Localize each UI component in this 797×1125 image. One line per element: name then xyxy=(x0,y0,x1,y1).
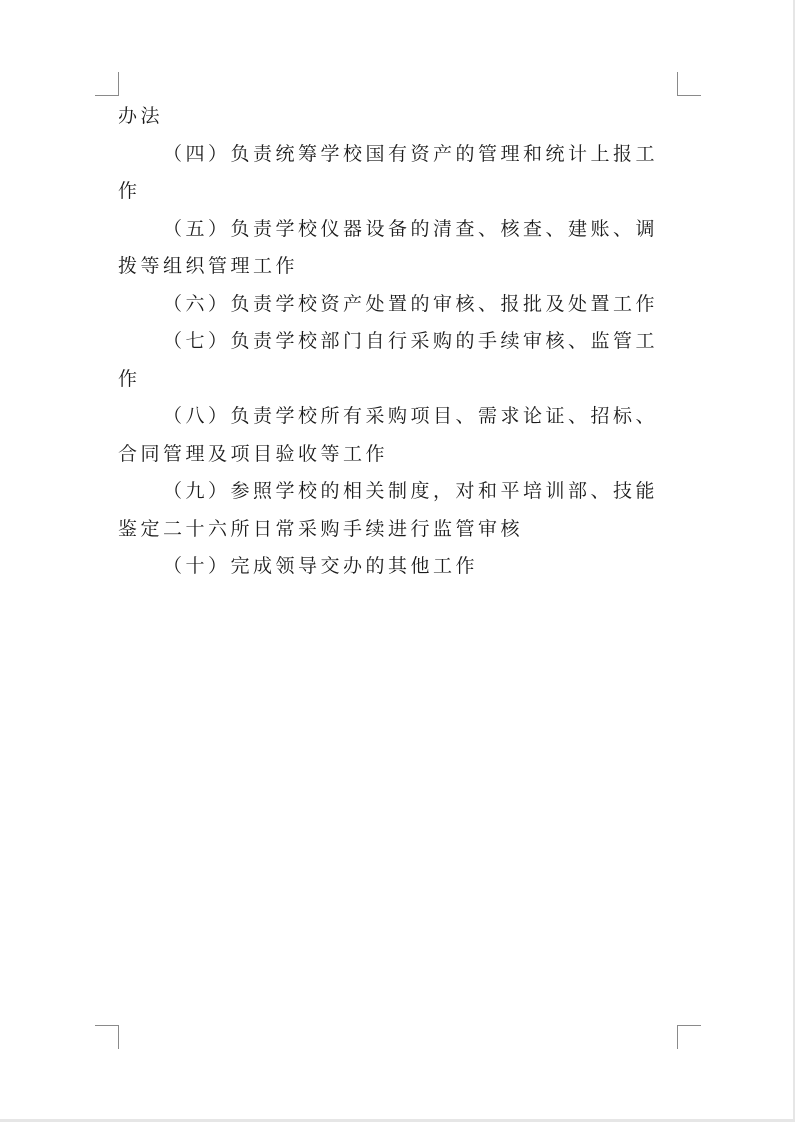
crop-mark-top-right xyxy=(677,72,701,96)
paragraph-item-4: （四）负责统筹学校国有资产的管理和统计上报工作 xyxy=(118,142,659,202)
document-body[interactable] xyxy=(118,98,678,586)
paragraph-item-8: （八）负责学校所有采购项目、需求论证、招标、合同管理及项目验收等工作 xyxy=(118,405,659,465)
paragraph-item-5: （五）负责学校仪器设备的清查、核查、建账、调拨等组织管理工作 xyxy=(118,217,659,277)
crop-mark-bottom-left xyxy=(95,1025,119,1049)
paragraph-item-10: （十）完成领导交办的其他工作 xyxy=(163,555,479,577)
paragraph-continuation: 办法 xyxy=(118,105,164,127)
paragraph-item-6: （六）负责学校资产处置的审核、报批及处置工作 xyxy=(163,292,659,315)
paragraph-item-7: （七）负责学校部门自行采购的手续审核、监管工作 xyxy=(118,330,659,390)
crop-mark-top-left xyxy=(95,72,119,96)
crop-mark-bottom-right xyxy=(677,1025,701,1049)
paragraph-item-9: （九）参照学校的相关制度，对和平培训部、技能鉴定二十六所日常采购手续进行监管审核 xyxy=(118,480,659,540)
